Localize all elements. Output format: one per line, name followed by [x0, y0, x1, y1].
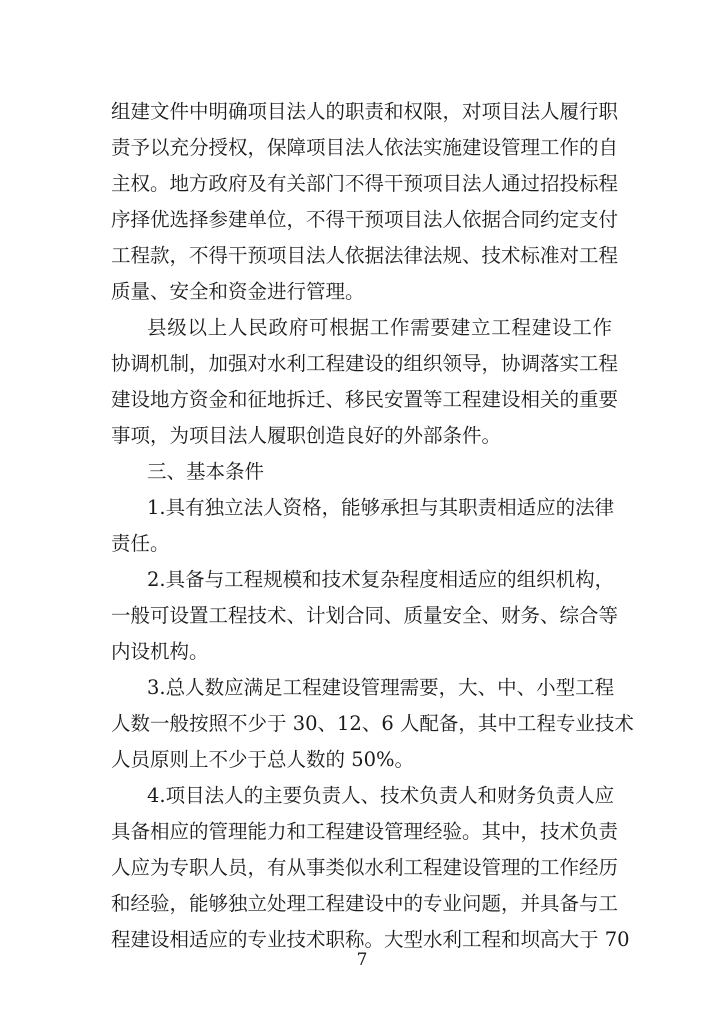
text-line	[0, 490, 724, 526]
text-line	[0, 274, 724, 310]
heading-text: 三、基本条件	[147, 460, 265, 483]
page-number: 7	[356, 950, 368, 970]
line-text: 人数一般按照不少于 30、12、6 人配备，其中工程专业技术	[111, 712, 634, 735]
line-text: 1.具有独立法人资格，能够承担与其职责相适应的法律	[147, 496, 615, 519]
text-line	[0, 382, 724, 418]
text-line	[0, 202, 724, 238]
text-line	[0, 886, 724, 922]
line-text: 程建设相适应的专业技术职称。大型水利工程和坝高大于 70	[111, 928, 630, 951]
line-text: 人员原则上不少于总人数的 50%。	[111, 748, 415, 771]
line-text: 具备相应的管理能力和工程建设管理经验。其中，技术负责	[111, 820, 619, 843]
text-line	[0, 346, 724, 382]
line-text: 3.总人数应满足工程建设管理需要，大、中、小型工程	[147, 676, 615, 699]
text-line	[0, 238, 724, 274]
line-text: 工程款，不得干预项目法人依据法律法规、技术标准对工程	[111, 244, 619, 267]
line-text: 人应为专职人员，有从事类似水利工程建设管理的工作经历	[111, 856, 619, 879]
line-text: 协调机制，加强对水利工程建设的组织领导，协调落实工程	[111, 352, 619, 375]
text-line	[0, 166, 724, 202]
line-text: 一般可设置工程技术、计划合同、质量安全、财务、综合等	[111, 604, 619, 627]
line-text: 主权。地方政府及有关部门不得干预项目法人通过招投标程	[111, 172, 619, 195]
text-line	[0, 130, 724, 166]
text-line	[0, 634, 724, 670]
line-text: 质量、安全和资金进行管理。	[111, 280, 365, 303]
line-text: 组建文件中明确项目法人的职责和权限，对项目法人履行职	[111, 100, 619, 123]
text-line	[0, 814, 724, 850]
text-line	[0, 526, 724, 562]
line-text: 和经验，能够独立处理工程建设中的专业问题，并具备与工	[111, 892, 619, 915]
text-line	[0, 778, 724, 814]
line-text: 建设地方资金和征地拆迁、移民安置等工程建设相关的重要	[111, 388, 619, 411]
text-line	[0, 598, 724, 634]
line-text: 责予以充分授权，保障项目法人依法实施建设管理工作的自	[111, 136, 619, 159]
text-line	[0, 562, 724, 598]
line-text: 事项，为项目法人履职创造良好的外部条件。	[111, 424, 502, 447]
section-heading	[0, 454, 724, 490]
text-line	[0, 850, 724, 886]
line-text: 责任。	[111, 532, 170, 555]
text-line	[0, 310, 724, 346]
line-text: 4.项目法人的主要负责人、技术负责人和财务负责人应	[147, 784, 615, 807]
text-line	[0, 418, 724, 454]
line-text: 2.具备与工程规模和技术复杂程度相适应的组织机构，	[147, 568, 615, 591]
text-line	[0, 94, 724, 130]
line-text: 内设机构。	[111, 640, 209, 663]
line-text: 序择优选择参建单位，不得干预项目法人依据合同约定支付	[111, 208, 619, 231]
line-text: 县级以上人民政府可根据工作需要建立工程建设工作	[147, 316, 612, 339]
text-line	[0, 742, 724, 778]
text-line	[0, 706, 724, 742]
text-line	[0, 670, 724, 706]
